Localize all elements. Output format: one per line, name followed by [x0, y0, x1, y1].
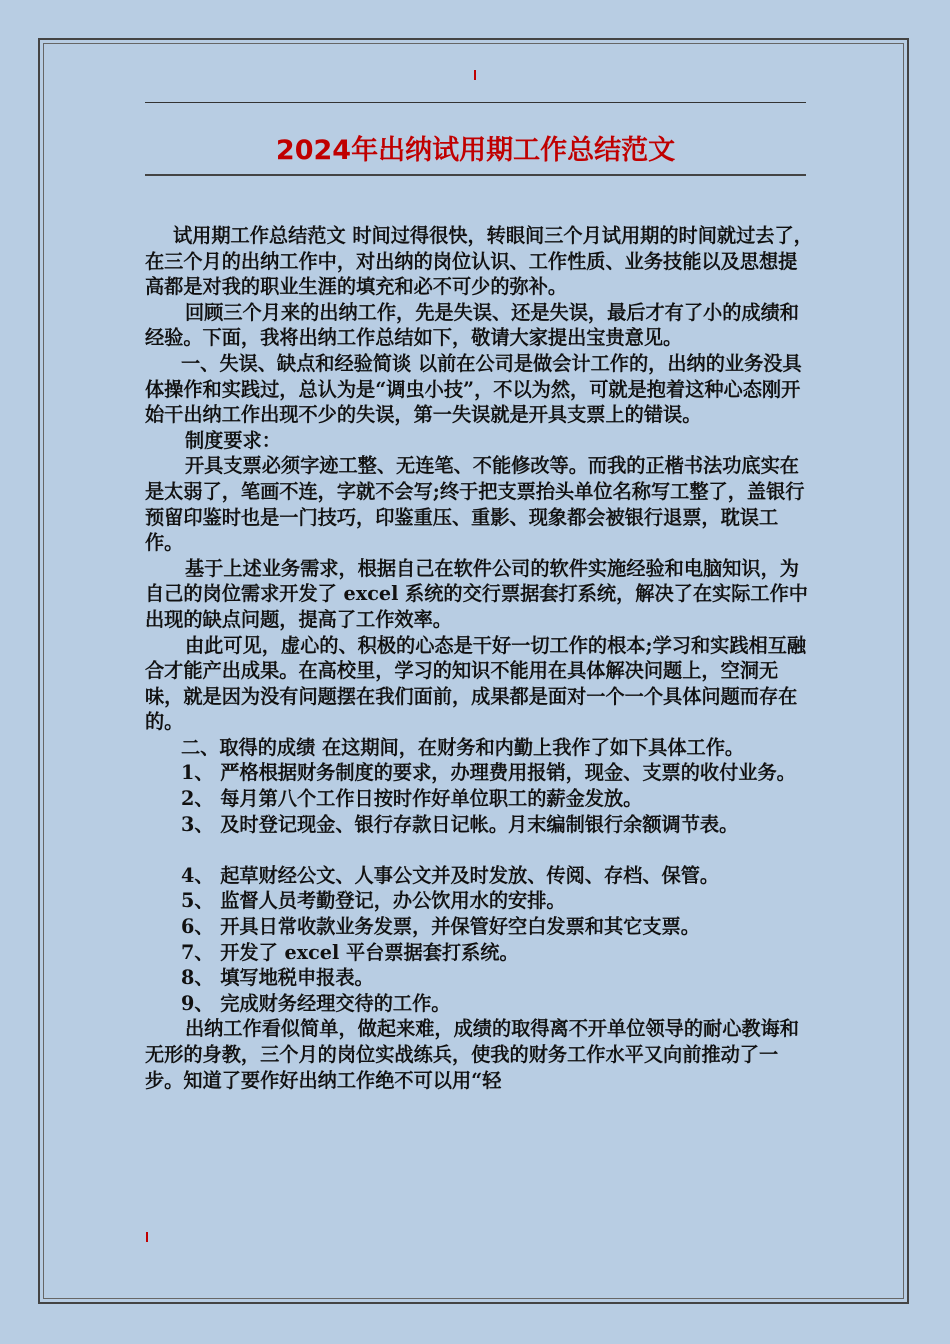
- paragraph: 二、取得的成绩 在这期间，在财务和内勤上我作了如下具体工作。: [181, 735, 745, 759]
- list-item: 1、 严格根据财务制度的要求，办理费用报销，现金、支票的收付业务。: [181, 761, 796, 785]
- list-item: 6、 开具日常收款业务发票，并保管好空白发票和其它支票。: [181, 915, 700, 939]
- paragraph: 回顾三个月来的出纳工作，先是失误、还是失误，最后才有了小的成绩和经验。下面，我将出纳工作总结如下，敬请大家提出宝贵意见。: [145, 300, 799, 350]
- document-body: [145, 223, 813, 1093]
- list-item: 9、 完成财务经理交待的工作。: [181, 991, 451, 1015]
- paragraph: 开具支票必须字迹工整、无连笔、不能修改等。而我的正楷书法功底实在是太弱了，笔画不连，字就不会写;终于把支票抬头单位名称写工整了，盖银行预留印鉴时也是一门技巧，印鉴重压、重影、现象都会被银行退票，耽误工作。: [145, 454, 805, 555]
- paragraph: 由此可见，虚心的、积极的心态是干好一切工作的根本;学习和实践相互融合才能产出成果。在高校里，学习的知识不能用在具体解决问题上，空洞无味，就是因为没有问题摆在我们面前，成果都是面对一个一个具体问题而存在的。: [145, 633, 807, 734]
- list-item: 8、 填写地税申报表。: [181, 966, 374, 990]
- list-item: 3、 及时登记现金、银行存款日记帐。月末编制银行余额调节表。: [181, 812, 739, 836]
- paragraph: 试用期工作总结范文 时间过得很快，转眼间三个月试用期的时间就过去了，在三个月的出纳工作中，对出纳的岗位认识、工作性质、业务技能以及思想提高都是对我的职业生涯的填充和必不可少的弥补。: [145, 224, 813, 299]
- list-item: 7、 开发了 excel 平台票据套打系统。: [181, 940, 519, 964]
- header-marker: [474, 70, 476, 80]
- paragraph: 制度要求：: [185, 428, 281, 452]
- footer-marker: [146, 1232, 148, 1242]
- document-title: 2024年出纳试用期工作总结范文: [275, 135, 676, 166]
- list-item: 5、 监督人员考勤登记，办公饮用水的安排。: [181, 889, 566, 913]
- list-item: 2、 每月第八个工作日按时作好单位职工的薪金发放。: [181, 787, 643, 811]
- paragraph: 一、失误、缺点和经验简谈 以前在公司是做会计工作的，出纳的业务没具体操作和实践过，总认为是“调虫小技”，不以为然，可就是抱着这种心态刚开始干出纳工作出现不少的失误，第一失误就是开具支票上的错误。: [145, 351, 802, 427]
- blank-line: [145, 837, 813, 863]
- paragraph: 出纳工作看似简单，做起来难，成绩的取得离不开单位领导的耐心教诲和无形的身教，三个月的岗位实战练兵，使我的财务工作水平又向前推动了一步。知道了要作好出纳工作绝不可以用“轻: [145, 1017, 799, 1092]
- header-rule: [145, 102, 806, 103]
- title-rule: [145, 174, 806, 176]
- paragraph: 基于上述业务需求，根据自己在软件公司的软件实施经验和电脑知识，为自己的岗位需求开发了 excel 系统的交行票据套打系统，解决了在实际工作中出现的缺点问题，提高了工作效率。: [145, 556, 808, 631]
- list-item: 4、 起草财经公文、人事公文并及时发放、传阅、存档、保管。: [181, 863, 720, 887]
